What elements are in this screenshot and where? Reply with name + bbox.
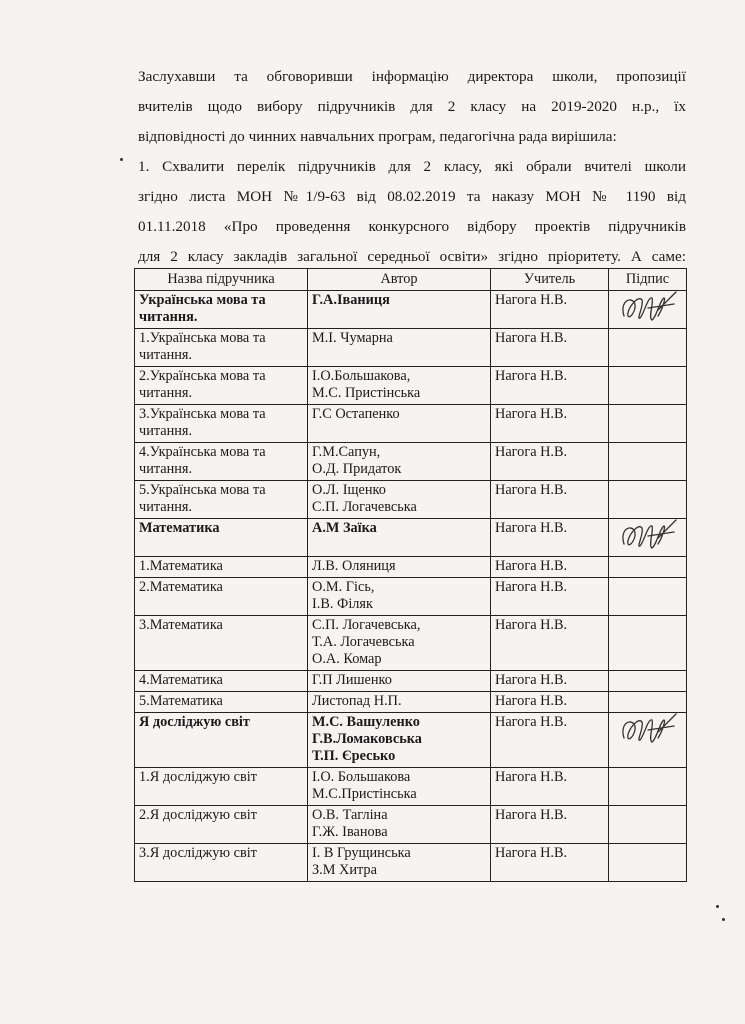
signature-cell (609, 692, 687, 713)
textbook-title (135, 616, 308, 671)
textbook-author (308, 616, 491, 671)
teacher-name: Нагога Н.В. (491, 616, 609, 671)
intro-line: Заслухавши та обговоривши інформацію директора школи, пропозиції (138, 68, 686, 85)
textbook-author-line: Л.В. Оляниця (312, 558, 396, 574)
table-row (135, 367, 687, 405)
decision-text (138, 62, 686, 272)
teacher-name: Нагога Н.В. (491, 671, 609, 692)
textbook-title (135, 443, 308, 481)
textbook-title (135, 481, 308, 519)
teacher-name: Нагога Н.В. (491, 367, 609, 405)
signature-cell (609, 329, 687, 367)
textbook-title-line: Я досліджую світ (139, 714, 250, 730)
signature-cell (609, 443, 687, 481)
teacher-name: Нагога Н.В. (491, 692, 609, 713)
textbook-title-line: читання. (139, 385, 193, 401)
handwritten-signature (618, 518, 678, 554)
textbook-title (135, 557, 308, 578)
textbook-title-line: 3.Я досліджую світ (139, 845, 257, 861)
textbook-author-line: М.С. Пристінська (312, 385, 421, 401)
textbook-author-line: Г.А.Іваниця (312, 292, 390, 308)
textbook-author (308, 557, 491, 578)
textbook-author-line: А.М Заїка (312, 520, 377, 536)
textbook-author (308, 671, 491, 692)
textbook-title (135, 578, 308, 616)
signature-cell (609, 616, 687, 671)
textbook-author (308, 806, 491, 844)
textbook-title-line: читання. (139, 309, 198, 325)
textbook-title (135, 405, 308, 443)
signature-cell (609, 768, 687, 806)
textbook-title-line: 5.Українська мова та (139, 482, 266, 498)
intro-line: відповідності до чинних навчальних програм, педагогічна рада вирішила: (138, 128, 617, 145)
textbook-title (135, 844, 308, 882)
signature-cell (609, 481, 687, 519)
decision-line: 1. Схвалити перелік підручників для 2 класу, які обрали вчителі школи (138, 158, 686, 175)
textbook-author-line: Г.П Лишенко (312, 672, 392, 688)
textbook-author (308, 367, 491, 405)
textbook-author-line: С.П. Логачевська (312, 499, 417, 515)
teacher-name: Нагога Н.В. (491, 844, 609, 882)
textbook-author-line: С.П. Логачевська, (312, 617, 421, 633)
signature-cell (609, 806, 687, 844)
textbook-title (135, 671, 308, 692)
textbook-title-line: 4.Математика (139, 672, 223, 688)
table-row (135, 616, 687, 671)
table-row (135, 713, 687, 768)
textbook-author-line: Т.А. Логачевська (312, 634, 415, 650)
textbook-author-line: Г.В.Ломаковська (312, 731, 422, 747)
textbook-author-line: Г.М.Сапун, (312, 444, 381, 460)
teacher-name: Нагога Н.В. (491, 481, 609, 519)
signature-cell (609, 844, 687, 882)
textbook-title (135, 329, 308, 367)
textbook-author-line: О.А. Комар (312, 651, 382, 667)
textbook-author-line: Листопад Н.П. (312, 693, 402, 709)
textbook-title-line: Українська мова та (139, 292, 266, 308)
header-teacher: Учитель (491, 269, 609, 291)
teacher-name: Нагога Н.В. (491, 768, 609, 806)
textbook-title (135, 367, 308, 405)
table-row (135, 519, 687, 557)
textbook-author (308, 329, 491, 367)
textbook-author (308, 443, 491, 481)
textbook-title (135, 692, 308, 713)
table-row (135, 692, 687, 713)
textbook-title (135, 768, 308, 806)
teacher-name: Нагога Н.В. (491, 519, 609, 557)
teacher-name: Нагога Н.В. (491, 557, 609, 578)
textbook-author-line: М.С. Вашуленко (312, 714, 420, 730)
handwritten-signature (618, 290, 678, 326)
textbook-author-line: І.О.Большакова, (312, 368, 411, 384)
teacher-name: Нагога Н.В. (491, 291, 609, 329)
scan-speck (722, 918, 725, 921)
teacher-name: Нагога Н.В. (491, 713, 609, 768)
textbook-title (135, 519, 308, 557)
handwritten-signature (618, 712, 678, 748)
teacher-name: Нагога Н.В. (491, 329, 609, 367)
textbook-title (135, 806, 308, 844)
textbook-author (308, 519, 491, 557)
textbook-author-line: Т.П. Єресько (312, 748, 396, 764)
table-row (135, 329, 687, 367)
scan-speck (120, 158, 123, 161)
textbook-author-line: О.Д. Придаток (312, 461, 402, 477)
textbook-title-line: 2.Українська мова та (139, 368, 266, 384)
textbook-title-line: 2.Я досліджую світ (139, 807, 257, 823)
textbook-author (308, 578, 491, 616)
textbook-author-line: О.В. Тагліна (312, 807, 388, 823)
textbook-title (135, 291, 308, 329)
textbook-title-line: 4.Українська мова та (139, 444, 266, 460)
signature-cell (609, 557, 687, 578)
textbook-title-line: читання. (139, 347, 193, 363)
intro-line: вчителів щодо вибору підручників для 2 класу на 2019-2020 н.р., їх (138, 98, 686, 115)
textbook-author (308, 768, 491, 806)
textbook-title-line: 1.Математика (139, 558, 223, 574)
table-row (135, 481, 687, 519)
scan-speck (716, 905, 719, 908)
textbook-author (308, 291, 491, 329)
textbook-author-line: О.Л. Іщенко (312, 482, 386, 498)
decision-line: для 2 класу закладів загальної середньої освіти» згідно пріоритету. А саме: (138, 248, 686, 265)
header-title: Назва підручника (135, 269, 308, 291)
header-signature: Підпис (609, 269, 687, 291)
table-header-row (135, 269, 687, 291)
textbook-author-line: Г.С Остапенко (312, 406, 400, 422)
textbook-title-line: 3.Українська мова та (139, 406, 266, 422)
signature-cell (609, 519, 687, 557)
textbook-author-line: І. В Грущинська (312, 845, 411, 861)
textbook-title-line: читання. (139, 499, 193, 515)
textbook-title-line: 5.Математика (139, 693, 223, 709)
table-row (135, 578, 687, 616)
textbook-author (308, 481, 491, 519)
textbook-author (308, 405, 491, 443)
signature-cell (609, 291, 687, 329)
signature-cell (609, 713, 687, 768)
textbook-author-line: О.М. Гісь, (312, 579, 375, 595)
header-author: Автор (308, 269, 491, 291)
teacher-name: Нагога Н.В. (491, 443, 609, 481)
textbook-title-line: 3.Математика (139, 617, 223, 633)
teacher-name: Нагога Н.В. (491, 578, 609, 616)
textbook-title-line: читання. (139, 461, 193, 477)
textbook-author-line: М.І. Чумарна (312, 330, 393, 346)
table-row (135, 671, 687, 692)
textbook-author-line: М.С.Пристінська (312, 786, 417, 802)
textbook-author (308, 844, 491, 882)
table-row (135, 557, 687, 578)
table-row (135, 806, 687, 844)
textbook-author-line: І.В. Філяк (312, 596, 373, 612)
textbook-author-line: Г.Ж. Іванова (312, 824, 388, 840)
textbook-title-line: читання. (139, 423, 193, 439)
decision-line: 01.11.2018 «Про проведення конкурсного відбору проектів підручників (138, 218, 686, 235)
table-row (135, 768, 687, 806)
table-row (135, 405, 687, 443)
textbook-title-line: 1.Я досліджую світ (139, 769, 257, 785)
textbook-title (135, 713, 308, 768)
textbook-title-line: 2.Математика (139, 579, 223, 595)
teacher-name: Нагога Н.В. (491, 405, 609, 443)
intro-paragraph (138, 62, 686, 152)
signature-cell (609, 367, 687, 405)
textbook-author-line: З.М Хитра (312, 862, 377, 878)
decision-line: згідно листа МОН №1/9-63 від 08.02.2019 та наказу МОН № 1190 від (138, 188, 686, 205)
signature-cell (609, 405, 687, 443)
table-row (135, 844, 687, 882)
signature-cell (609, 578, 687, 616)
teacher-name: Нагога Н.В. (491, 806, 609, 844)
table-row (135, 443, 687, 481)
textbook-title-line: Математика (139, 520, 220, 536)
textbook-table (134, 268, 687, 882)
table-body (135, 291, 687, 882)
textbook-author (308, 692, 491, 713)
textbook-author-line: І.О. Большакова (312, 769, 411, 785)
signature-cell (609, 671, 687, 692)
decision-paragraph (138, 152, 686, 272)
textbook-author (308, 713, 491, 768)
table-row (135, 291, 687, 329)
textbook-title-line: 1.Українська мова та (139, 330, 266, 346)
